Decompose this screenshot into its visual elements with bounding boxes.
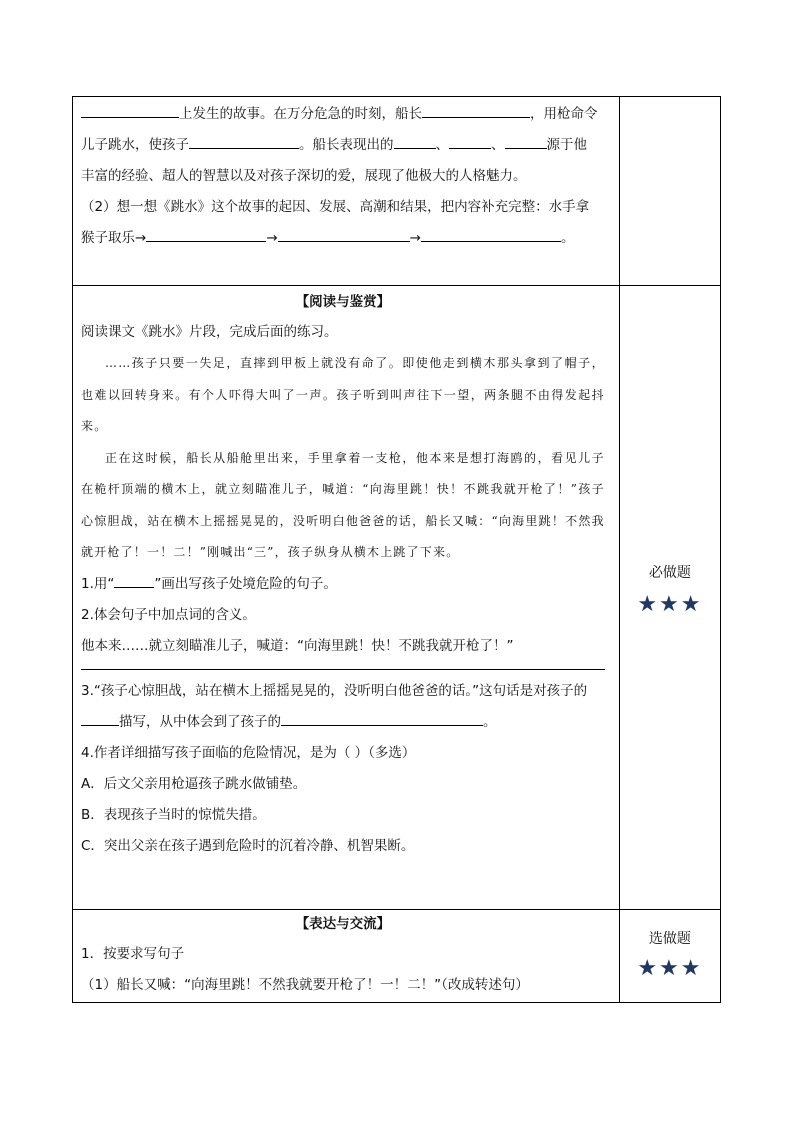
option-c[interactable]: C．突出父亲在孩子遇到危险时的沉着冷静、机智果断。 bbox=[81, 837, 415, 854]
row3-side-cell bbox=[619, 910, 720, 1003]
difficulty-stars: ★★★ bbox=[637, 956, 703, 981]
blank[interactable] bbox=[421, 226, 561, 242]
option-a[interactable]: A．后文父亲用枪逼孩子跳水做铺垫。 bbox=[81, 775, 307, 792]
optional-label: 选做题 bbox=[648, 931, 691, 947]
section-header-expression: 【表达与交流】 bbox=[295, 916, 391, 932]
row1-main-cell bbox=[73, 97, 620, 286]
row-comprehension bbox=[73, 97, 721, 286]
question-4: 4.作者详细描写孩子面临的危险情况，是为（ ）（多选） bbox=[81, 744, 416, 761]
reading-passage bbox=[81, 348, 605, 569]
row2-side-cell bbox=[619, 286, 720, 910]
row-expression bbox=[73, 910, 721, 1003]
question-3-line1: 3.“孩子心惊胆战，站在横木上摇摇晃晃的，没听明白他爸爸的话。”这句话是对孩子的 bbox=[81, 682, 588, 699]
question-2: 2.体会句子中加点词的含义。 bbox=[81, 606, 256, 623]
blank[interactable] bbox=[189, 133, 299, 149]
question-2-sentence: 他本来……就立刻瞄准儿子，喊道：“向海里跳！快！不跳我就开枪了！” bbox=[81, 637, 514, 654]
blank[interactable] bbox=[449, 133, 491, 149]
passage-paragraph: 正在这时候，船长从船舱里出来，手里拿着一支枪，他本来是想打海鸥的，看见儿子在桅杆顶端的横木上，就立刻瞄准儿子，喊道：“向海里跳！快！不跳我就开枪了！”孩子心惊胆战，站在横木上摇摇晃晃的，没听明白他爸爸的话，船长又喊：“向海里跳！不然我就开枪了！一！二！”刚喊出“三”，孩子纵身从横木上跳了下来。 bbox=[81, 450, 605, 559]
blank[interactable] bbox=[394, 133, 436, 149]
worksheet-table bbox=[72, 96, 721, 1003]
blank[interactable] bbox=[146, 226, 266, 242]
row1-line4: （2）想一想《跳水》这个故事的起因、发展、高潮和结果，把内容补充完整：水手拿 bbox=[81, 199, 590, 215]
underline-sample bbox=[114, 572, 154, 588]
blank[interactable] bbox=[278, 226, 410, 242]
question-1: 1.用“ ”画出写孩子处境危险的句子。 bbox=[81, 569, 605, 600]
question-3-line2: 描写，从中体会到了孩子的 。 bbox=[81, 707, 605, 738]
blank[interactable] bbox=[422, 102, 530, 118]
row1-line2: 儿子跳水，使孩子 。船长表现出的 、 、 源于他 bbox=[81, 130, 605, 161]
section-header-reading: 【阅读与鉴赏】 bbox=[295, 294, 391, 310]
row-reading bbox=[73, 286, 721, 910]
row1-line1: 上发生的故事。在万分危急的时刻，船长 ，用枪命令 bbox=[81, 99, 605, 130]
difficulty-stars: ★★★ bbox=[637, 592, 703, 617]
item-1-1: （1）船长又喊：“向海里跳！不然我就要开枪了！一！二！”（改成转述句） bbox=[81, 977, 529, 993]
passage-paragraph: ……孩子只要一失足，直摔到甲板上就没有命了。即使他走到横木那头拿到了帽子，也难以回转身来。有个人吓得大叫了一声。孩子听到叫声往下一望，两条腿不由得发起抖来。 bbox=[81, 356, 605, 433]
row1-line3: 丰富的经验、超人的智慧以及对孩子深切的爱，展现了他极大的人格魅力。 bbox=[81, 168, 527, 184]
row1-side-cell bbox=[619, 97, 720, 286]
item-1: 1．按要求写句子 bbox=[81, 946, 185, 962]
answer-line[interactable] bbox=[81, 668, 605, 670]
blank[interactable] bbox=[505, 133, 547, 149]
row1-line5: 猴子取乐→ → → 。 bbox=[81, 223, 605, 254]
row2-main-cell bbox=[73, 286, 620, 910]
row3-main-cell bbox=[73, 910, 620, 1003]
blank[interactable] bbox=[281, 710, 483, 726]
blank[interactable] bbox=[81, 102, 179, 118]
blank[interactable] bbox=[81, 710, 119, 726]
reading-intro: 阅读课文《跳水》片段，完成后面的练习。 bbox=[81, 324, 338, 340]
required-label: 必做题 bbox=[648, 565, 691, 581]
option-b[interactable]: B．表现孩子当时的惊慌失措。 bbox=[81, 806, 266, 823]
